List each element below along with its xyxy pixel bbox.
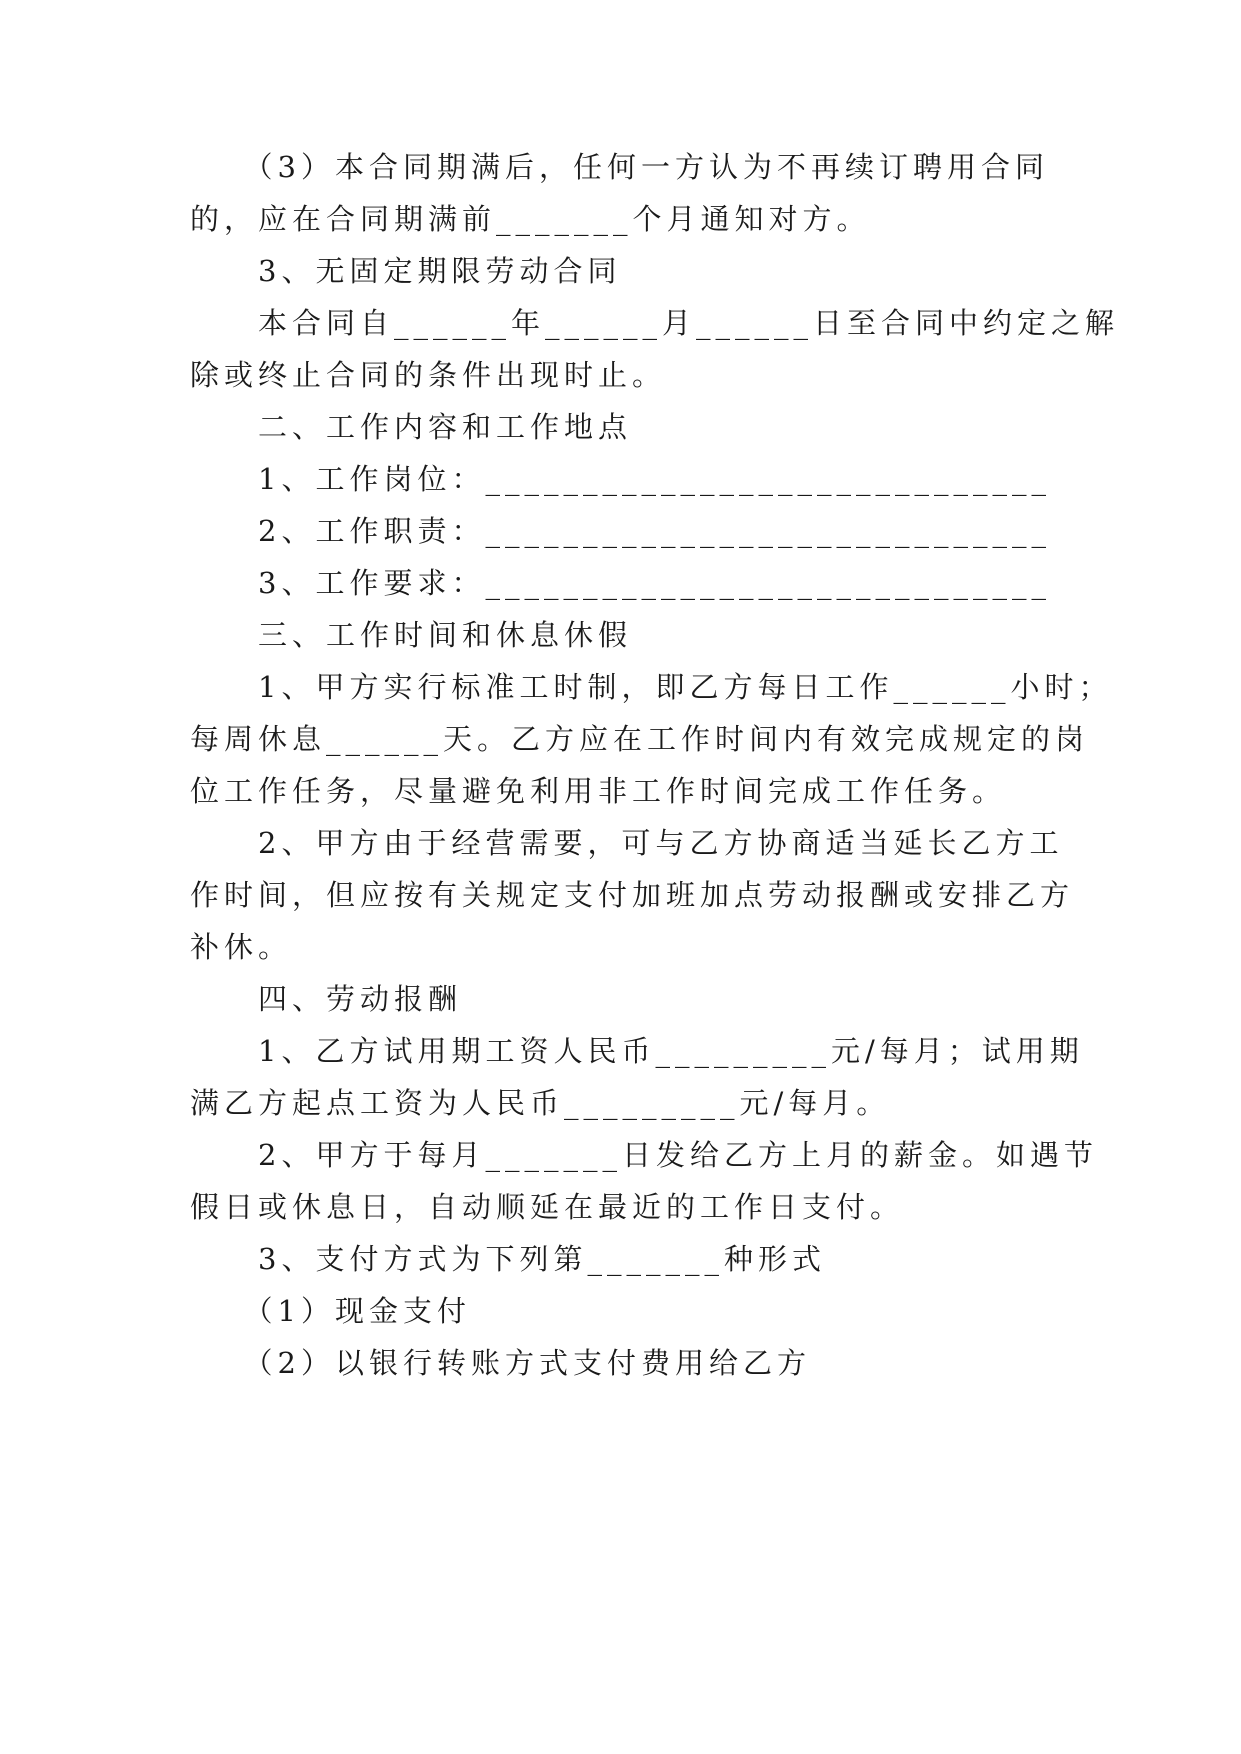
paragraph-line: 作时间，但应按有关规定支付加班加点劳动报酬或安排乙方 (190, 878, 1075, 912)
paragraph-line: 2、甲方由于经营需要，可与乙方协商适当延长乙方工 (190, 826, 1064, 860)
paragraph-line: 1、工作岗位：_____________________________ (190, 462, 1051, 496)
paragraph-line: 除或终止合同的条件出现时止。 (190, 358, 667, 392)
paragraph-line: 位工作任务，尽量避免利用非工作时间完成工作任务。 (190, 774, 1007, 808)
paragraph-line: 补休。 (190, 930, 293, 964)
paragraph-line: 本合同自______年______月______日至合同中约定之解 (190, 306, 1120, 340)
paragraph-line: 2、工作职责：_____________________________ (190, 514, 1051, 548)
section-heading: 二、工作内容和工作地点 (190, 410, 633, 444)
list-item: （1）现金支付 (190, 1294, 471, 1328)
paragraph-line: 假日或休息日，自动顺延在最近的工作日支付。 (190, 1190, 905, 1224)
paragraph-line: 3、工作要求：_____________________________ (190, 566, 1051, 600)
paragraph-line: 每周休息______天。乙方应在工作时间内有效完成规定的岗 (190, 722, 1090, 756)
list-item: （2）以银行转账方式支付费用给乙方 (190, 1346, 811, 1380)
paragraph-line: 的，应在合同期满前_______个月通知对方。 (190, 202, 871, 236)
paragraph-line: 1、甲方实行标准工时制，即乙方每日工作______小时； (190, 670, 1113, 704)
paragraph-line: 满乙方起点工资为人民币_________元/每月。 (190, 1086, 891, 1120)
paragraph-line: 1、乙方试用期工资人民币_________元/每月；试用期 (190, 1034, 1084, 1068)
section-heading: 四、劳动报酬 (190, 982, 463, 1016)
section-heading: 三、工作时间和休息休假 (190, 618, 633, 652)
paragraph-line: 3、支付方式为下列第_______种形式 (190, 1242, 826, 1276)
section-heading: 3、无固定期限劳动合同 (190, 254, 622, 288)
paragraph-line: （3）本合同期满后，任何一方认为不再续订聘用合同 (190, 150, 1049, 184)
paragraph-line: 2、甲方于每月_______日发给乙方上月的薪金。如遇节 (190, 1138, 1098, 1172)
